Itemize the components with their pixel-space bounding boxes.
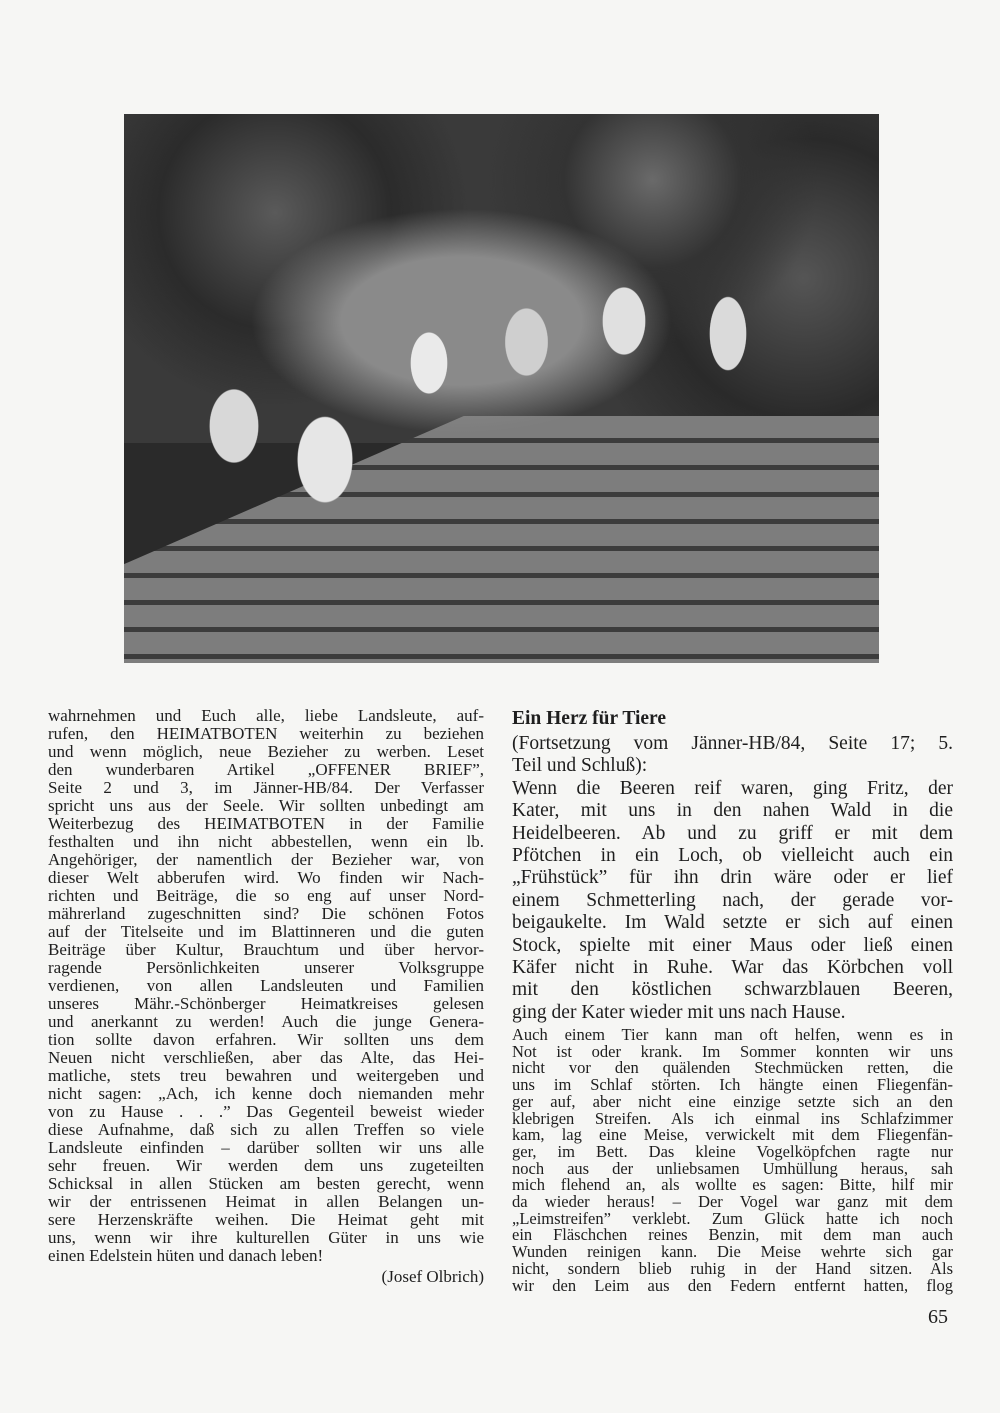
text-line: Neuen nicht verschließen, aber das Alte, das Hei- [48, 1048, 484, 1067]
text-line: diese Aufnahme, daß sich zu allen Treffen so viele [48, 1120, 484, 1139]
text-line: wir den Leim aus den Federn entfernt hatten, flog [512, 1275, 953, 1295]
group-photo [124, 114, 879, 663]
text-line: mich flehend an, als wollte es sagen: Bitte, hilf mir [512, 1175, 953, 1195]
text-line: da wieder heraus! – Der Vogel war ganz mit dem [512, 1192, 953, 1212]
text-line: und wenn möglich, neue Bezieher zu werben. Leset [48, 742, 484, 761]
text-line: dieser Welt abberufen wird. Wo finden wir Nach- [48, 868, 484, 887]
text-line: festhalten und ihn nicht abbestellen, wenn ein lb. [48, 832, 484, 851]
article-title: Ein Herz für Tiere [512, 708, 667, 729]
text-line: Wenn die Beeren reif waren, ging Fritz, der [512, 777, 953, 799]
text-line: ger auf, aber nicht eine einzige setzte sich an den [512, 1091, 953, 1111]
text-line: uns im Schlaf störten. Ich hängte einen Fliegenfän- [512, 1075, 953, 1095]
text-line: verdienen, von allen Landsleuten und Familien [48, 976, 484, 995]
text-line: mährerland zugeschnitten sind? Die schönen Fotos [48, 904, 484, 923]
text-line: nicht, sondern blieb ruhig in der Hand sitzen. Als [512, 1258, 953, 1278]
right-paragraph-2 [512, 1027, 953, 1294]
text-line: klebrigen Streifen. Als ich einmal ins Schlafzimmer [512, 1108, 953, 1128]
text-line: „Frühstück” für ihn drin wäre oder er lief [512, 867, 953, 889]
text-line: sere Herzenskräfte weihen. Die Heimat geht mit [48, 1210, 484, 1229]
text-line: kam, lag eine Meise, verwickelt mit dem Fliegenfän- [512, 1125, 953, 1145]
text-line: einen Edelstein hüten und danach leben! [48, 1246, 324, 1265]
text-line: Seite 2 und 3, im Jänner-HB/84. Der Verfasser [48, 778, 484, 797]
photo-people [169, 174, 819, 594]
text-line: ging der Kater wieder mit uns nach Hause. [512, 1001, 846, 1023]
text-line: ein Fläschchen reines Benzin, mit dem man auch [512, 1225, 953, 1245]
page-number: 65 [928, 1306, 948, 1328]
text-line: beigaukelte. Im Wald setzte er sich auf einen [512, 912, 953, 934]
text-line: einem Schmetterling nach, der gerade vor- [512, 889, 953, 911]
text-line: Beiträge über Kultur, Brauchtum und über hervor- [48, 940, 484, 959]
text-line: wahrnehmen und Euch alle, liebe Landsleute, auf- [48, 706, 484, 725]
text-line: Wunden reinigen kann. Die Meise wehrte sich gar [512, 1242, 953, 1262]
text-line: mit den köstlichen schwarzblauen Beeren, [512, 979, 953, 1001]
text-line: Käfer nicht in Ruhe. War das Körbchen voll [512, 957, 953, 979]
right-paragraph-1 [512, 733, 953, 1024]
text-line: wir der entrissenen Heimat in allen Belangen un- [48, 1192, 484, 1211]
text-line: ger, im Bett. Das kleine Vogelköpfchen ragte nur [512, 1141, 953, 1161]
text-line: Kater, mit uns in den nahen Wald in die [512, 800, 953, 822]
text-line: Heidelbeeren. Ab und zu griff er mit dem [512, 822, 953, 844]
text-line: uns, wenn wir ihre kulturellen Güter in uns wie [48, 1228, 484, 1247]
text-line: Not ist oder krank. Im Sommer konnten wir uns [512, 1041, 953, 1061]
text-line: von zu Hause . . .” Das Gegenteil beweist wieder [48, 1102, 484, 1121]
text-line: unseres Mähr.-Schönberger Heimatkreises gelesen [48, 994, 484, 1013]
text-line: Weiterbezug des HEIMATBOTEN in der Familie [48, 814, 484, 833]
text-line: auf der Titelseite und im Blattinneren und die guten [48, 922, 484, 941]
text-line: tion sollte davon erfahren. Wir sollten uns dem [48, 1030, 484, 1049]
text-line: Teil und Schluß): [512, 755, 648, 777]
text-line: ragende Persönlichkeiten unserer Volksgruppe [48, 958, 484, 977]
text-line: den wunderbaren Artikel „OFFENER BRIEF”, [48, 760, 484, 779]
text-line: noch aus der unliebsamen Umhüllung heraus, sah [512, 1158, 953, 1178]
text-line: nicht vor den quälenden Stechmücken retten, die [512, 1058, 953, 1078]
text-line: „Leimstreifen” verklebt. Zum Glück hatte ich noch [512, 1208, 953, 1228]
text-line: rufen, den HEIMATBOTEN weiterhin zu beziehen [48, 724, 484, 743]
text-line: Stock, spielte mit einer Maus oder ließ einen [512, 934, 953, 956]
text-line: matliche, stets treu bewahren und weitergeben und [48, 1066, 484, 1085]
text-line: spricht uns aus der Seele. Wir sollten unbedingt am [48, 796, 484, 815]
text-line: Auch einem Tier kann man oft helfen, wenn es in [512, 1025, 953, 1044]
text-line: nicht sagen: „Ach, ich kenne doch niemanden mehr [48, 1084, 484, 1103]
text-line: und anerkannt zu werden! Auch die junge Genera- [48, 1012, 484, 1031]
text-line: Landsleute einfinden – darüber sollten wir uns alle [48, 1138, 484, 1157]
text-line: Angehöriger, der namentlich der Bezieher war, von [48, 850, 484, 869]
text-line: Pfötchen in ein Loch, ob vielleicht auch ein [512, 845, 953, 867]
text-line: Schicksal in allen Stücken am besten gerecht, wenn [48, 1174, 484, 1193]
left-column [48, 707, 484, 1265]
text-line: richten und Beiträge, die so eng auf unser Nord- [48, 886, 484, 905]
text-line: (Fortsetzung vom Jänner-HB/84, Seite 17; 5. [512, 733, 953, 754]
author-signature: (Josef Olbrich) [381, 1267, 484, 1286]
text-line: sehr freuen. Wir werden dem uns zugeteilten [48, 1156, 484, 1175]
